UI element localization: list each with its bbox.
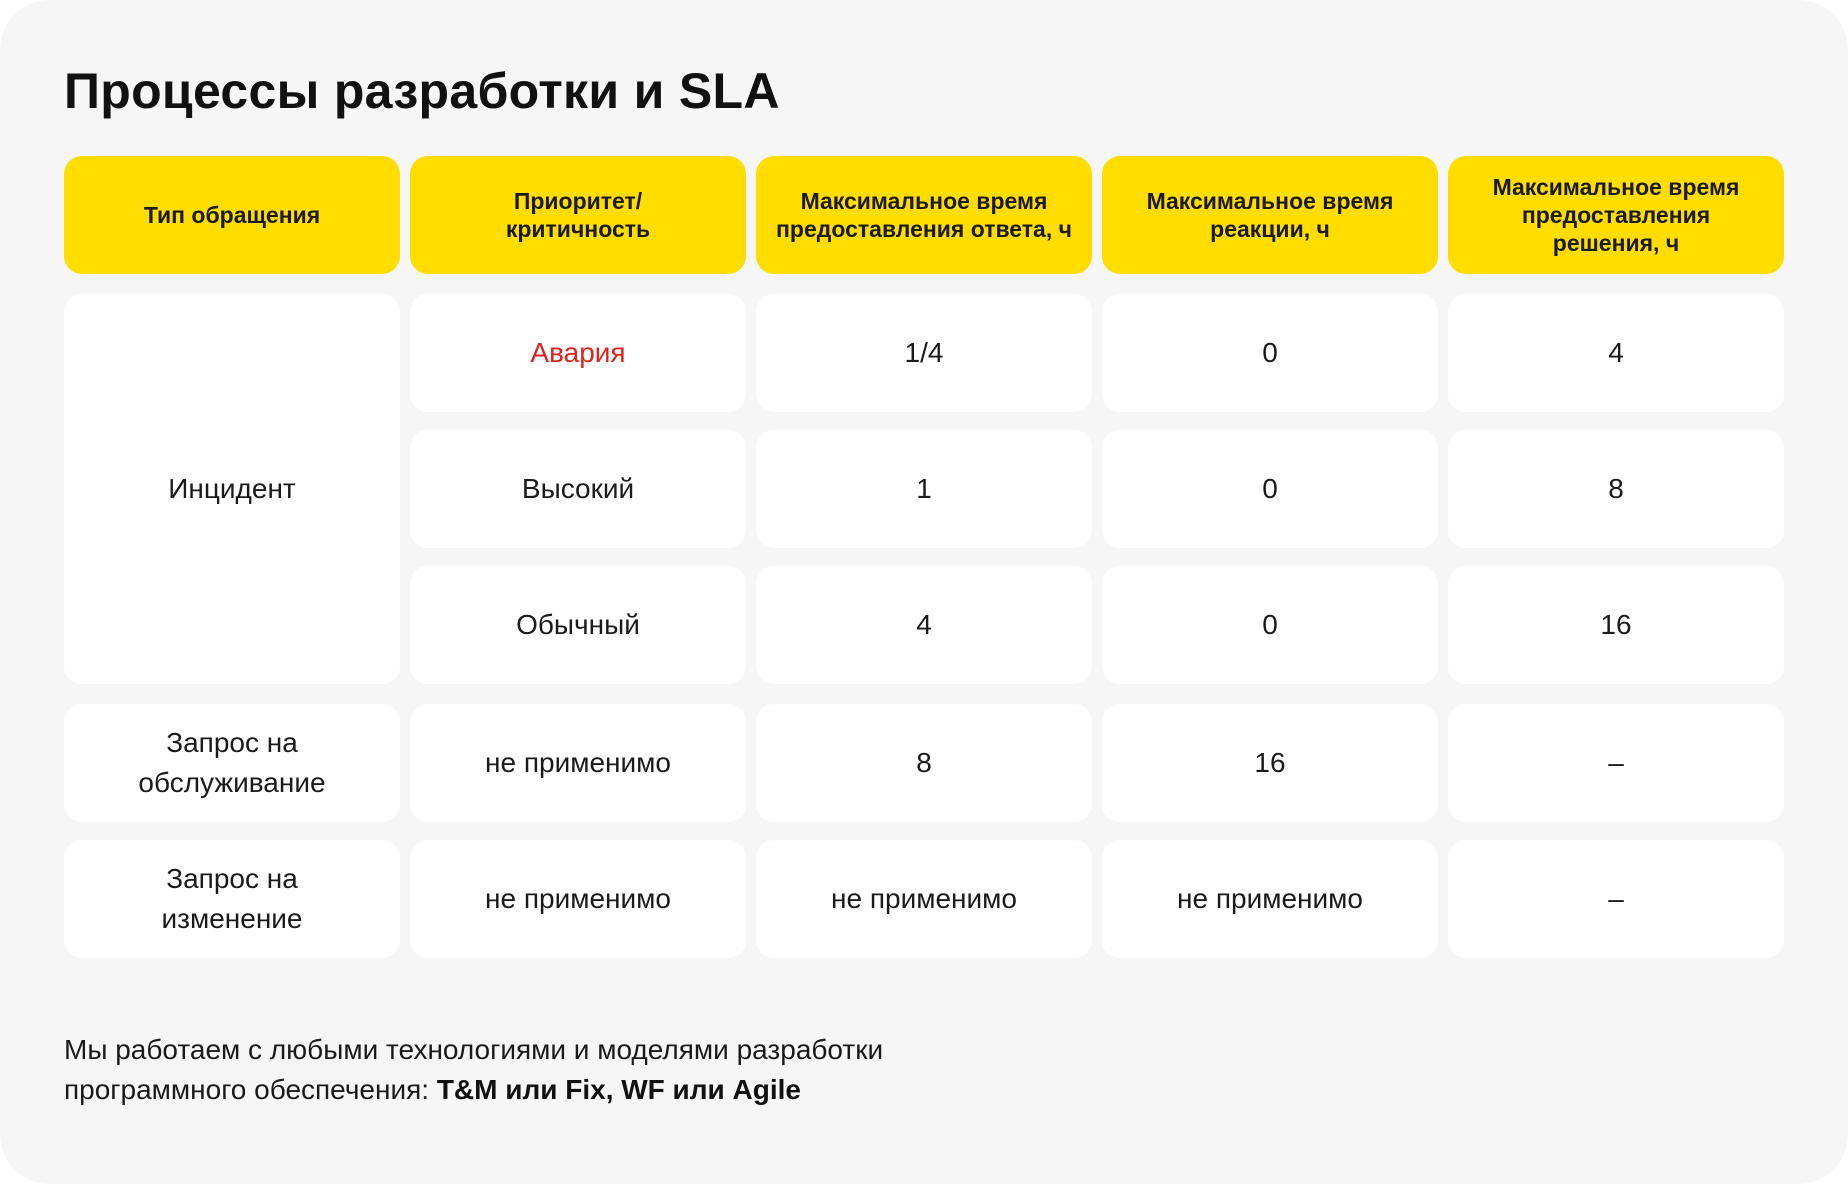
response-normal: 4	[756, 566, 1092, 684]
header-response-time: Максимальное время предоставления ответа, ч	[756, 156, 1092, 274]
reaction-emergency: 0	[1102, 294, 1438, 412]
resolution-service-request: –	[1448, 704, 1784, 822]
footer-models: T&M или Fix, WF или Agile	[436, 1074, 802, 1105]
response-high: 1	[756, 430, 1092, 548]
priority-emergency: Авария	[410, 294, 746, 412]
footer-line-1: Мы работаем с любыми технологиями и моделями разработки	[64, 1034, 884, 1065]
response-service-request: 8	[756, 704, 1092, 822]
priority-service-request: не применимо	[410, 704, 746, 822]
header-priority	[410, 156, 746, 274]
footer-line-2	[64, 1070, 883, 1110]
priority-high: Высокий	[410, 430, 746, 548]
response-change-request: не применимо	[756, 840, 1092, 958]
resolution-normal: 16	[1448, 566, 1784, 684]
reaction-high: 0	[1102, 430, 1438, 548]
priority-normal: Обычный	[410, 566, 746, 684]
type-service-request: Запрос на обслуживание	[64, 704, 400, 822]
resolution-emergency: 4	[1448, 294, 1784, 412]
header-request-type: Тип обращения	[64, 156, 400, 274]
response-emergency: 1/4	[756, 294, 1092, 412]
header-priority-label: Приоритет/ критичность	[505, 188, 651, 242]
type-change-request: Запрос на изменение	[64, 840, 400, 958]
footer-note	[64, 1030, 883, 1110]
type-incident: Инцидент	[64, 294, 400, 684]
priority-change-request: не применимо	[410, 840, 746, 958]
resolution-high: 8	[1448, 430, 1784, 548]
resolution-change-request: –	[1448, 840, 1784, 958]
footer-line-2-prefix: программного обеспечения:	[64, 1074, 437, 1105]
reaction-service-request: 16	[1102, 704, 1438, 822]
reaction-change-request: не применимо	[1102, 840, 1438, 958]
page-title: Процессы разработки и SLA	[64, 63, 780, 119]
header-reaction-time: Максимальное время реакции, ч	[1102, 156, 1438, 274]
header-resolution-time: Максимальное время предоставления решения, ч	[1448, 156, 1784, 274]
reaction-normal: 0	[1102, 566, 1438, 684]
